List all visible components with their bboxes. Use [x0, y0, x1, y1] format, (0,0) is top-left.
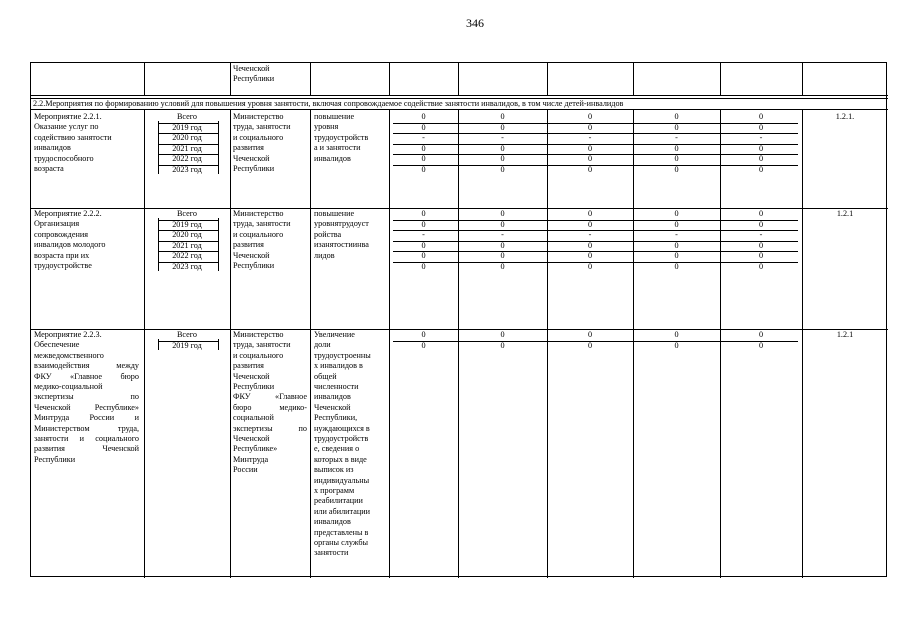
measure-name-line: Мероприятие 2.2.3. — [34, 330, 102, 339]
measure-executor-line: труда, занятости — [233, 340, 291, 350]
measure-name-line: Обеспечение — [34, 340, 80, 350]
value-cell: - — [588, 133, 592, 143]
measure-code: 1.2.1 — [836, 209, 854, 218]
value-cell: - — [422, 133, 425, 143]
value-cell: 0 — [500, 122, 505, 132]
measure-indicator-line: выписок из — [314, 465, 354, 475]
value-cell: 0 — [500, 340, 505, 350]
top-executor-line: Республики — [233, 74, 275, 84]
measure-indicator-line: или абилитации — [314, 506, 371, 516]
value-cell: 0 — [587, 219, 593, 229]
value-cell: 0 — [758, 165, 764, 174]
value-cell: 0 — [500, 143, 505, 153]
period-label: 2019 год — [172, 122, 202, 132]
column-rule — [633, 109, 634, 578]
period-box-right — [218, 218, 219, 271]
measure-executor-line: и социального — [233, 350, 284, 360]
measure-executor-line: труда, занятости — [233, 122, 291, 132]
measure-name-line: трудоустройстве — [34, 261, 92, 270]
measure-name-line: Мероприятие 2.2.1. — [34, 112, 102, 121]
measure-indicator-line: доли — [314, 340, 331, 350]
value-cell: 0 — [421, 251, 426, 261]
period-box-left — [158, 339, 159, 350]
value-cell: 0 — [674, 251, 679, 261]
value-cell: 0 — [587, 209, 593, 218]
measure-name-line: медико-социальной — [34, 382, 103, 391]
period-box-left — [158, 218, 159, 271]
value-cell: 0 — [421, 165, 426, 174]
measure-executor-line: Чеченской — [233, 250, 270, 260]
value-cell: 0 — [421, 330, 426, 339]
period-label: 2019 год — [172, 219, 202, 229]
measure-executor-line: экспертизы по — [233, 423, 307, 433]
period-label: Всего — [176, 330, 198, 339]
value-cell: 0 — [587, 251, 593, 261]
value-cell: 0 — [587, 143, 593, 153]
column-rule — [230, 63, 231, 95]
period-label: Всего — [176, 112, 198, 121]
period-label: 2023 год — [172, 262, 202, 271]
period-label: 2022 год — [172, 251, 202, 261]
measure-executor-line: ФКУ «Главное — [233, 392, 307, 402]
period-label: 2023 год — [172, 165, 202, 174]
period-box-right — [218, 339, 219, 350]
measure-indicator-line: инвалидов — [314, 392, 351, 402]
value-cell: 0 — [421, 340, 426, 350]
value-cell: 0 — [421, 154, 426, 164]
measure-indicator-line: трудоустройств — [314, 132, 369, 142]
period-box-right — [218, 121, 219, 174]
value-cell: - — [675, 230, 678, 240]
measure-name-line: занятости и социального — [34, 434, 139, 443]
measure-name-line: сопровождения — [34, 229, 88, 239]
value-cell: - — [501, 133, 504, 143]
measure-executor-line: развития — [233, 143, 264, 153]
value-cell: 0 — [758, 340, 764, 350]
value-cell: - — [588, 230, 592, 240]
value-cell: - — [501, 230, 504, 240]
measure-executor-line: Республики — [233, 261, 275, 270]
value-cell: 0 — [674, 219, 679, 229]
measure-indicator-line: трудоустроенны — [314, 350, 371, 360]
measure-name-line: Мероприятие 2.2.2. — [34, 209, 102, 218]
value-cell: 0 — [421, 112, 426, 121]
measure-name-line: инвалидов молодого — [34, 240, 106, 250]
measure-indicator-line: органы службы — [314, 538, 369, 547]
row-rule — [31, 109, 888, 110]
value-cell: 0 — [758, 154, 764, 164]
measure-executor-line: развития — [233, 240, 264, 250]
measure-executor-line: Чеченской — [233, 371, 270, 381]
measure-indicator-line: инвалидов — [314, 517, 351, 527]
period-label: 2020 год — [172, 133, 202, 143]
value-cell: 0 — [500, 165, 505, 174]
measure-executor-line: Минтруда — [233, 454, 269, 464]
value-cell: 0 — [674, 154, 679, 164]
measure-indicator-line: лидов — [314, 250, 335, 260]
measure-executor-line: труда, занятости — [233, 219, 291, 229]
period-label: 2022 год — [172, 154, 202, 164]
value-cell: - — [675, 133, 678, 143]
column-rule — [389, 63, 390, 95]
measure-executor-line: Республике» — [233, 444, 278, 454]
period-box-left — [158, 121, 159, 174]
column-rule — [458, 63, 459, 95]
value-cell: 0 — [421, 209, 426, 218]
column-rule — [802, 109, 803, 578]
value-cell: 0 — [758, 122, 764, 132]
measure-indicator-line: х программ — [314, 486, 355, 495]
measure-name-line: трудоспособного — [34, 153, 94, 163]
measure-name-line: Минтруда России и — [34, 413, 139, 423]
measure-executor-line: и социального — [233, 132, 284, 142]
measure-name-line: возраста при их — [34, 250, 90, 260]
measure-indicator-line: трудоустройств — [314, 434, 369, 443]
period-label: 2021 год — [172, 143, 202, 153]
value-cell: 0 — [587, 112, 593, 121]
measure-executor-line: Министерство — [233, 330, 284, 339]
measure-executor-line: Чеченской — [233, 153, 270, 163]
value-cell: 0 — [587, 262, 593, 271]
value-cell: 0 — [500, 154, 505, 164]
measure-indicator-line: общей — [314, 371, 337, 381]
period-label: 2020 год — [172, 230, 202, 240]
value-cell: 0 — [421, 219, 426, 229]
value-cell: 0 — [500, 240, 505, 250]
measure-name-line: инвалидов — [34, 143, 71, 153]
column-rule — [547, 63, 548, 95]
value-cell: 0 — [674, 330, 679, 339]
value-cell: 0 — [674, 122, 679, 132]
value-cell: 0 — [758, 143, 764, 153]
value-cell: 0 — [587, 122, 593, 132]
measure-name-line: Министерством труда, — [34, 423, 139, 433]
value-cell: 0 — [500, 251, 505, 261]
value-cell: 0 — [500, 112, 505, 121]
measure-executor-line: бюро медико- — [233, 402, 307, 412]
value-cell: 0 — [500, 330, 505, 339]
measure-executor-line: Министерство — [233, 209, 284, 218]
measure-executor-line: и социального — [233, 229, 284, 239]
measure-indicator-line: занятости — [314, 548, 349, 558]
measure-executor-line: Министерство — [233, 112, 284, 121]
value-cell: 0 — [758, 330, 764, 339]
column-rule — [802, 63, 803, 95]
measure-name-line: межведомственного — [34, 350, 104, 360]
measure-code: 1.2.1. — [835, 112, 855, 121]
measure-executor-line: Республики — [233, 382, 275, 391]
measure-name-line: возраста — [34, 164, 64, 173]
column-rule — [310, 109, 311, 578]
value-cell: 0 — [421, 122, 426, 132]
measure-indicator-line: е, сведения о — [314, 444, 360, 454]
measure-indicator-line: повышение — [314, 209, 355, 218]
value-cell: 0 — [674, 143, 679, 153]
value-cell: 0 — [674, 240, 679, 250]
measure-name-line: развития Чеченской — [34, 444, 139, 454]
measure-name-line: взаимодействия между — [34, 361, 139, 371]
measure-name-line: экспертизы по — [34, 392, 139, 402]
measure-name-line: содействию занятости — [34, 132, 112, 142]
measure-name-line: Республики — [34, 454, 76, 464]
value-cell: 0 — [500, 219, 505, 229]
value-cell: 0 — [587, 330, 593, 339]
value-cell: 0 — [674, 165, 679, 174]
measure-name-line: ФКУ «Главное бюро — [34, 371, 139, 381]
value-cell: 0 — [587, 165, 593, 174]
value-cell: 0 — [758, 219, 764, 229]
measure-indicator-line: уровня — [314, 122, 339, 132]
value-cell: 0 — [758, 251, 764, 261]
measure-indicator-line: Республики, — [314, 413, 358, 423]
measure-indicator-line: реабилитации — [314, 496, 363, 506]
value-cell: 0 — [587, 240, 593, 250]
column-rule — [144, 63, 145, 95]
measure-indicator-line: уровнятрудоуст — [314, 219, 369, 229]
measure-indicator-line: ройства — [314, 229, 342, 239]
value-cell: 0 — [500, 262, 505, 271]
row-rule — [31, 95, 888, 96]
top-executor-line: Чеченской — [233, 64, 270, 73]
measure-indicator-line: инвалидов — [314, 153, 351, 163]
value-cell: - — [422, 230, 425, 240]
value-cell: 0 — [674, 262, 679, 271]
measure-indicator-line: х инвалидов в — [314, 361, 363, 371]
measure-indicator-line: Чеченской — [314, 402, 351, 412]
measure-name-line: Организация — [34, 219, 80, 229]
measure-executor-line: Республики — [233, 164, 275, 173]
value-cell: 0 — [674, 209, 679, 218]
measure-executor-line: России — [233, 465, 258, 475]
measure-indicator-line: численности — [314, 382, 359, 391]
column-rule — [547, 109, 548, 578]
measure-indicator-line: повышение — [314, 112, 355, 121]
measure-indicator-line: а и занятости — [314, 143, 361, 153]
measure-name-line: Оказание услуг по — [34, 122, 99, 132]
column-rule — [230, 109, 231, 578]
page-number: 346 — [466, 16, 484, 30]
column-rule — [720, 63, 721, 95]
column-rule — [310, 63, 311, 95]
value-cell: 0 — [758, 112, 764, 121]
column-rule — [720, 109, 721, 578]
measure-executor-line: Чеченской — [233, 434, 270, 443]
measure-executor-line: социальной — [233, 413, 274, 423]
measure-indicator-line: нуждающихся в — [314, 423, 370, 433]
value-cell: 0 — [674, 340, 679, 350]
measure-indicator-line: индивидуальны — [314, 475, 370, 485]
measure-indicator-line: которых в виде — [314, 454, 367, 464]
measure-executor-line: развития — [233, 361, 264, 371]
value-cell: 0 — [758, 240, 764, 250]
period-label: 2021 год — [172, 240, 202, 250]
measure-indicator-line: представлены в — [314, 527, 369, 537]
value-cell: - — [759, 230, 763, 240]
value-cell: 0 — [500, 209, 505, 218]
value-cell: 0 — [587, 154, 593, 164]
value-cell: 0 — [421, 143, 426, 153]
period-label: Всего — [176, 209, 198, 218]
measure-code: 1.2.1 — [836, 330, 854, 339]
column-rule — [389, 109, 390, 578]
value-cell: 0 — [674, 112, 679, 121]
measure-indicator-line: Увеличение — [314, 330, 355, 339]
value-cell: 0 — [758, 262, 764, 271]
column-rule — [633, 63, 634, 95]
value-cell: - — [759, 133, 763, 143]
measures-table — [30, 62, 887, 577]
value-cell: 0 — [421, 240, 426, 250]
value-cell: 0 — [421, 262, 426, 271]
section-title: 2.2.Мероприятия по формированию условий для повышения уровня занятости, включая сопровождаемое содействие занятости инвалидов, в том числе детей-инвалидов — [33, 99, 624, 108]
column-rule — [144, 109, 145, 578]
value-cell: 0 — [587, 340, 593, 350]
measure-name-line: Чеченской Республике» — [34, 402, 139, 412]
column-rule — [458, 109, 459, 578]
period-label: 2019 год — [172, 340, 202, 350]
row-rule — [31, 98, 888, 99]
value-cell: 0 — [758, 209, 764, 218]
measure-indicator-line: изанятостиинва — [314, 240, 369, 250]
